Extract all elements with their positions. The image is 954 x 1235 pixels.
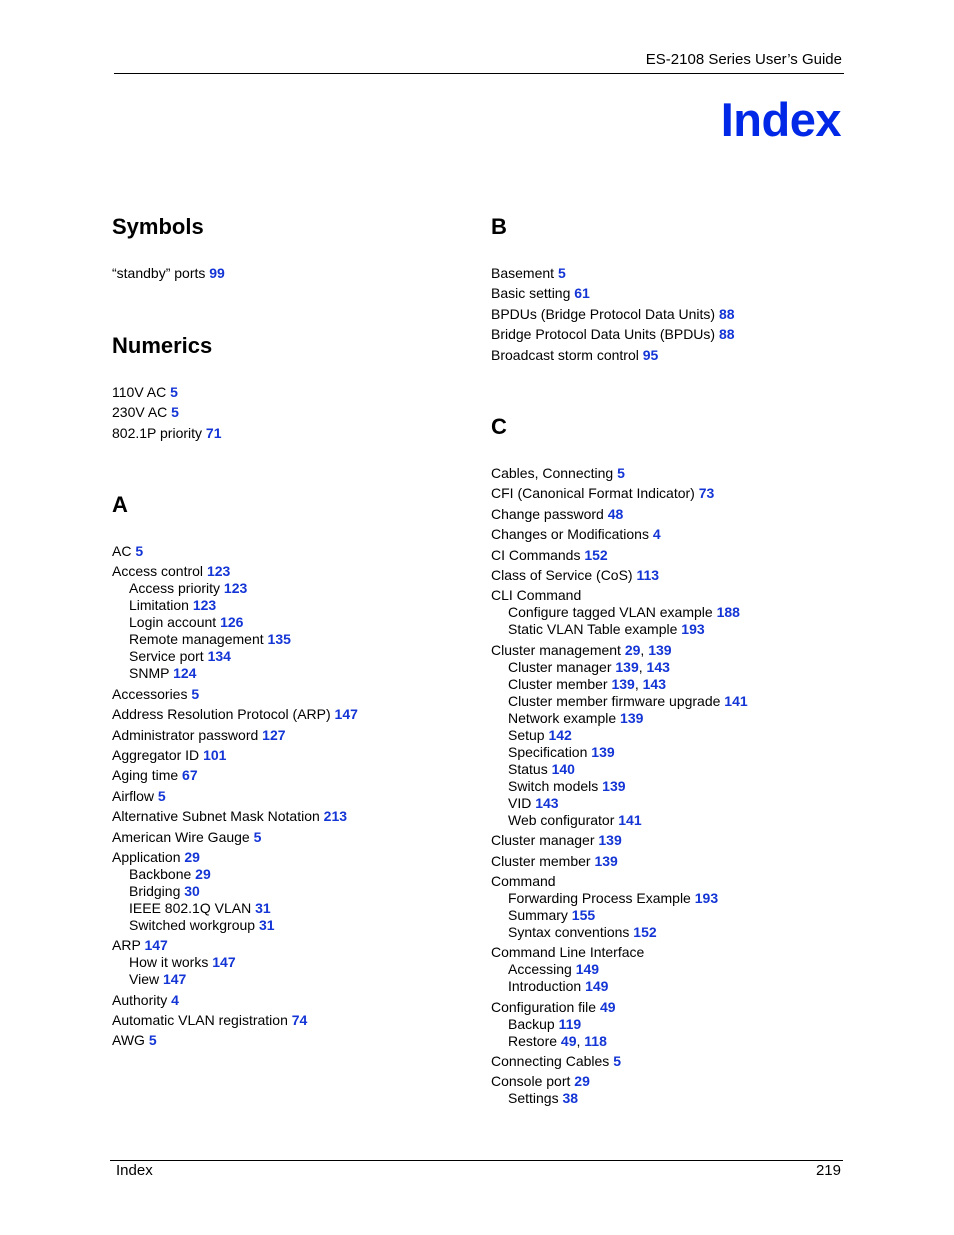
index-term: Cluster manager (508, 658, 612, 675)
index-entry (112, 829, 472, 846)
index-term: Cables, Connecting (491, 465, 614, 481)
section-numerics (112, 333, 472, 441)
index-subentry (491, 890, 851, 907)
page-reference-link[interactable]: 139 (591, 743, 615, 760)
page-reference-link[interactable]: 143 (642, 675, 666, 692)
page-reference-link[interactable]: 147 (162, 971, 187, 988)
index-entry (112, 706, 472, 723)
index-subentry (491, 693, 851, 710)
index-subentry (491, 761, 851, 778)
section-symbols (112, 214, 472, 281)
page-reference-link[interactable]: 140 (551, 760, 575, 777)
page-reference-link[interactable]: 67 (182, 767, 198, 784)
index-term: Static VLAN Table example (508, 621, 678, 638)
page-reference-link[interactable]: 73 (698, 485, 715, 502)
page-reference-link[interactable]: 61 (574, 285, 590, 302)
index-term: Service port (129, 648, 204, 665)
page-reference-link[interactable]: 88 (718, 326, 735, 343)
page-reference-link[interactable]: 127 (262, 726, 286, 743)
page-reference-link[interactable]: 101 (203, 746, 227, 763)
page-reference-link[interactable]: 49 (560, 1032, 577, 1049)
index-term: Administrator password (112, 726, 259, 743)
index-subentry (491, 604, 851, 621)
page-reference-link[interactable]: 71 (205, 424, 222, 441)
page-reference-link[interactable]: 139 (611, 675, 635, 692)
page-reference-link[interactable]: 155 (571, 906, 596, 923)
index-subentry (112, 900, 472, 917)
index-subentry (491, 961, 851, 978)
page-reference-link[interactable]: 29 (184, 848, 200, 865)
page-reference-link[interactable]: 123 (206, 563, 231, 580)
index-term: Remote management (129, 631, 264, 648)
index-term: Aggregator ID (112, 746, 200, 763)
index-term: Alternative Subnet Mask Notation (112, 808, 320, 825)
index-subentry (491, 744, 851, 761)
page-reference-link[interactable]: 123 (192, 597, 217, 614)
page-reference-link[interactable]: 29 (624, 641, 641, 658)
page-reference-link[interactable]: 113 (636, 566, 660, 583)
index-term: Cluster management (491, 641, 621, 658)
index-subentry (112, 580, 472, 597)
page-reference-link[interactable]: 139 (594, 852, 618, 869)
page-reference-link[interactable]: 124 (173, 665, 197, 682)
page-reference-link[interactable]: 38 (562, 1090, 579, 1107)
page-reference-link[interactable]: 4 (652, 526, 661, 543)
index-term: Cluster member (491, 852, 591, 869)
page-reference-link[interactable]: 142 (548, 726, 572, 743)
index-entry (491, 526, 851, 543)
index-subentry (491, 778, 851, 795)
index-entry (112, 384, 472, 401)
index-term: Changes or Modifications (491, 526, 649, 543)
page-reference-link[interactable]: 88 (718, 305, 735, 322)
index-term: View (129, 971, 160, 988)
index-term: Switch models (508, 777, 599, 794)
page-reference-link[interactable]: 31 (258, 916, 275, 933)
index-term: BPDUs (Bridge Protocol Data Units) (491, 305, 716, 322)
page-reference-link[interactable]: 152 (584, 546, 608, 563)
index-entry (112, 747, 472, 764)
index-entry (491, 547, 851, 564)
index-entry (112, 425, 472, 442)
section-heading: C (491, 414, 507, 439)
page-reference-link[interactable]: 141 (618, 811, 642, 828)
index-term: Login account (129, 614, 217, 631)
index-term: Cluster manager (491, 832, 595, 849)
index-entry: Cluster management 29, 139 (491, 641, 672, 658)
entry-list (112, 543, 472, 1049)
index-term: Aging time (112, 767, 179, 784)
page-reference-link[interactable]: 126 (220, 614, 244, 631)
index-term: Class of Service (CoS) (491, 566, 633, 583)
index-term: Broadcast storm control (491, 346, 639, 363)
index-term: 230V AC (112, 404, 168, 421)
index-term: Setup (508, 726, 545, 743)
page-reference-link[interactable]: 49 (599, 998, 616, 1015)
index-term: Syntax conventions (508, 923, 630, 940)
index-term: CFI (Canonical Format Indicator) (491, 485, 695, 502)
index-subentry: Restore 49, 118 (508, 1032, 607, 1049)
index-term: Accessing (508, 961, 572, 978)
index-term: Configure tagged VLAN example (508, 604, 713, 621)
page-reference-link[interactable]: 5 (135, 543, 144, 559)
index-entry (112, 788, 472, 805)
page-reference-link[interactable]: 152 (633, 923, 657, 940)
index-term: VID (508, 794, 532, 811)
index-entry (112, 808, 472, 825)
page-reference-link[interactable]: 29 (574, 1073, 590, 1090)
index-term: Backbone (129, 865, 192, 882)
page-reference-link[interactable]: 5 (148, 1032, 157, 1049)
index-entry (112, 563, 472, 580)
index-subentry (112, 597, 472, 614)
page-reference-link[interactable]: 5 (617, 465, 625, 481)
index-entry (112, 727, 472, 744)
index-entry (491, 485, 851, 502)
section-heading: Symbols (112, 214, 204, 239)
index-term: Status (508, 760, 548, 777)
footer-section-label: Index (116, 1162, 153, 1179)
page-reference-link[interactable]: 147 (334, 706, 358, 723)
page-reference-link[interactable]: 143 (646, 658, 670, 675)
index-term: Introduction (508, 978, 582, 995)
index-entry (112, 849, 472, 866)
header-rule (114, 73, 844, 74)
page-reference-link[interactable]: 149 (575, 961, 600, 978)
index-subentry (112, 631, 472, 648)
index-term: Limitation (129, 597, 189, 614)
index-entry (491, 465, 851, 482)
page-reference-link[interactable]: 147 (212, 954, 236, 971)
index-term: “standby” ports (112, 265, 206, 281)
index-subentry (491, 621, 851, 638)
index-entry (491, 873, 851, 890)
index-term: Console port (491, 1073, 571, 1090)
index-subentry (112, 648, 472, 665)
page-reference-link[interactable]: 5 (613, 1053, 621, 1070)
page-reference-link[interactable]: 5 (253, 828, 262, 845)
index-entry (112, 265, 472, 282)
section-heading: Numerics (112, 333, 213, 358)
index-subentry (491, 1090, 851, 1107)
index-subentry (112, 971, 472, 988)
index-term: Backup (508, 1015, 555, 1032)
index-subentry (491, 795, 851, 812)
index-term: IEEE 802.1Q VLAN (129, 899, 252, 916)
page-reference-link[interactable]: 48 (607, 505, 624, 522)
index-term: Switched workgroup (129, 916, 256, 933)
index-term: Change password (491, 505, 604, 522)
index-entry (112, 1032, 472, 1049)
index-entry (491, 265, 851, 282)
index-entry (491, 944, 851, 961)
index-term: Specification (508, 743, 588, 760)
index-entry (112, 767, 472, 784)
index-entry (491, 853, 851, 870)
index-entry (112, 992, 472, 1009)
index-term: Command (491, 872, 556, 889)
index-term: Summary (508, 906, 568, 923)
index-entry (491, 587, 851, 604)
entry-list (491, 265, 851, 364)
page-title: Index (720, 93, 841, 146)
index-entry (112, 404, 472, 421)
index-term: Configuration file (491, 998, 597, 1015)
index-term: Application (112, 848, 181, 865)
page-reference-link[interactable]: 139 (602, 777, 626, 794)
page-reference-link[interactable]: 29 (195, 865, 211, 882)
index-entry (112, 937, 472, 954)
index-entry (491, 285, 851, 302)
page-reference-link[interactable]: 4 (171, 991, 179, 1008)
index-term: Cluster member firmware upgrade (508, 692, 721, 709)
index-term: Restore (508, 1032, 558, 1049)
index-term: Automatic VLAN registration (112, 1012, 288, 1029)
index-entry (491, 347, 851, 364)
index-subentry (112, 614, 472, 631)
index-subentry (112, 866, 472, 883)
page-reference-link[interactable]: 139 (648, 641, 672, 658)
page-reference-link[interactable]: 213 (323, 808, 348, 825)
index-subentry (491, 907, 851, 924)
index-term: American Wire Gauge (112, 828, 250, 845)
index-term: 802.1P priority (112, 424, 203, 441)
page-reference-link[interactable]: 123 (223, 580, 248, 597)
index-subentry (491, 727, 851, 744)
entry-list (112, 384, 472, 442)
page-reference-link[interactable]: 99 (209, 265, 225, 281)
index-term: Settings (508, 1090, 559, 1107)
entry-list (112, 265, 472, 282)
footer-page-number: 219 (815, 1162, 841, 1179)
index-term: CLI Command (491, 587, 582, 604)
index-term: SNMP (129, 665, 170, 682)
index-subentry (491, 710, 851, 727)
index-term: Connecting Cables (491, 1053, 610, 1070)
index-term: Access control (112, 563, 204, 580)
page-reference-link[interactable]: 139 (615, 658, 639, 675)
index-subentry (491, 978, 851, 995)
page-reference-link[interactable]: 193 (681, 621, 705, 638)
index-term: Network example (508, 709, 617, 726)
page-reference-link[interactable]: 5 (191, 685, 200, 702)
index-entry (491, 567, 851, 584)
index-subentry (112, 665, 472, 682)
index-entry (491, 999, 851, 1016)
index-term: AC (112, 543, 132, 559)
index-entry (491, 326, 851, 343)
section-heading: B (491, 214, 507, 239)
page-reference-link[interactable]: 143 (535, 794, 559, 811)
section-a (112, 492, 472, 1049)
page-reference-link[interactable]: 5 (557, 265, 566, 281)
index-term: Authority (112, 991, 168, 1008)
index-term: Address Resolution Protocol (ARP) (112, 706, 331, 723)
index-term: AWG (112, 1032, 145, 1049)
index-entry (491, 1073, 851, 1090)
index-entry (491, 1053, 851, 1070)
index-term: How it works (129, 954, 209, 971)
index-term: Cluster member (508, 675, 608, 692)
page-reference-link[interactable]: 30 (184, 882, 200, 899)
index-term: ARP (112, 937, 141, 954)
index-term: Access priority (129, 580, 221, 597)
page-reference-link[interactable]: 31 (255, 899, 271, 916)
index-entry (491, 306, 851, 323)
index-term: 110V AC (112, 384, 167, 400)
page-reference-link[interactable]: 134 (207, 648, 231, 665)
page-reference-link[interactable]: 5 (157, 787, 166, 804)
index-subentry (491, 812, 851, 829)
page-reference-link[interactable]: 95 (642, 346, 659, 363)
page-reference-link[interactable]: 139 (598, 832, 622, 849)
running-header: ES-2108 Series User’s Guide (645, 51, 842, 68)
page-reference-link[interactable]: 74 (291, 1012, 308, 1029)
page-reference-link[interactable]: 188 (716, 604, 740, 621)
index-subentry (491, 924, 851, 941)
entry-list (491, 465, 851, 1107)
page-reference-link[interactable]: 147 (144, 937, 168, 954)
page-reference-link[interactable]: 139 (620, 709, 644, 726)
footer-rule (110, 1160, 843, 1161)
page-reference-link[interactable]: 135 (267, 631, 291, 648)
page-reference-link[interactable]: 118 (584, 1032, 607, 1049)
page-reference-link[interactable]: 193 (694, 889, 719, 906)
index-term: Bridge Protocol Data Units (BPDUs) (491, 326, 716, 343)
section-c (491, 414, 851, 1107)
index-term: Accessories (112, 685, 188, 702)
index-subentry (112, 954, 472, 971)
index-term: Web configurator (508, 811, 615, 828)
index-entry (491, 832, 851, 849)
page-reference-link[interactable]: 149 (585, 978, 609, 995)
index-entry (112, 543, 472, 560)
index-entry (491, 506, 851, 523)
page-reference-link[interactable]: 119 (558, 1015, 582, 1032)
index-term: Basic setting (491, 285, 571, 302)
index-entry (112, 686, 472, 703)
section-b (491, 214, 851, 363)
index-entry (112, 1012, 472, 1029)
index-term: Bridging (129, 882, 181, 899)
index-subentry (112, 883, 472, 900)
page-reference-link[interactable]: 5 (170, 384, 178, 400)
index-term: CI Commands (491, 546, 581, 563)
index-subentry: Cluster member 139, 143 (508, 675, 666, 692)
index-term: Basement (491, 265, 555, 281)
page-reference-link[interactable]: 5 (171, 404, 179, 421)
index-subentry (491, 1016, 851, 1033)
index-term: Forwarding Process Example (508, 889, 691, 906)
page-reference-link[interactable]: 141 (724, 692, 748, 709)
index-term: Airflow (112, 787, 155, 804)
index-subentry: Cluster manager 139, 143 (508, 658, 670, 675)
section-heading: A (112, 492, 128, 517)
index-term: Command Line Interface (491, 944, 645, 961)
index-subentry (112, 917, 472, 934)
